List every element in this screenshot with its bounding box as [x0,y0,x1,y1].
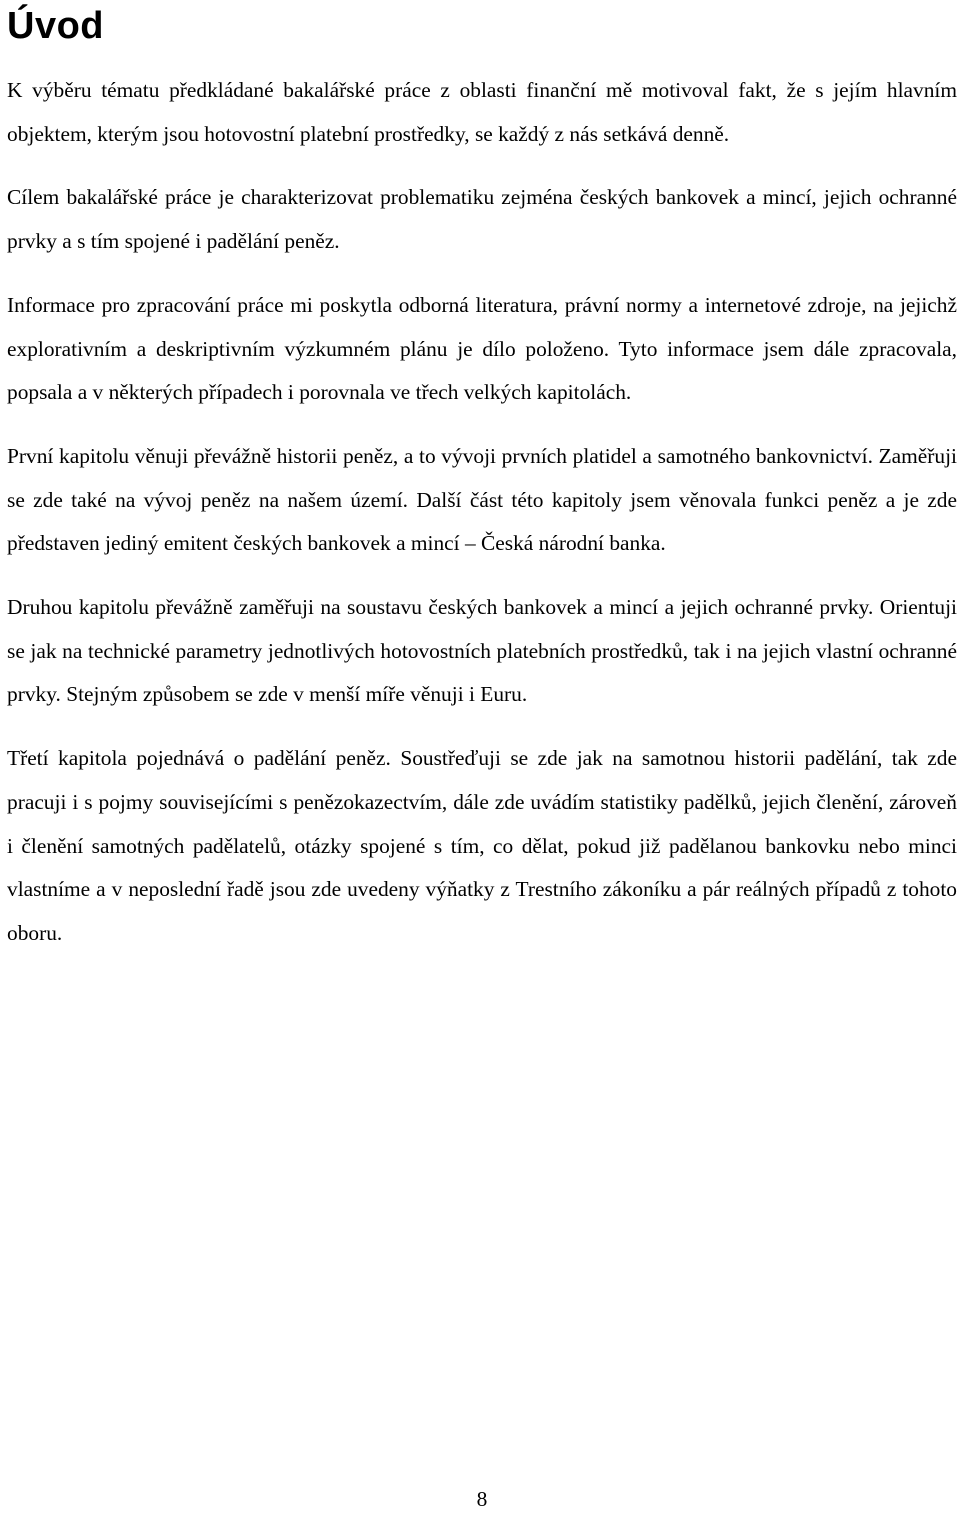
paragraph-chapter-one: První kapitolu věnuji převážně historii peněz, a to vývoji prvních platidel a samotného bankovnictví. Zaměřuji se zde také na vývoj peněz na našem území. Další část této kapitoly jsem věnovala funkci peněz a je zde představen jediný emitent českých bankovek a mincí – Česká národní banka. [7,443,957,556]
document-page [7,0,957,956]
paragraph-goal: Cílem bakalářské práce je charakterizovat problematiku zejména českých bankovek a mincí, jejich ochranné prvky a s tím spojené i padělání peněz. [7,185,957,254]
paragraph-sources: Informace pro zpracování práce mi poskytla odborná literatura, právní normy a internetové zdroje, na jejichž explorativním a deskriptivním výzkumném plánu je dílo položeno. Tyto informace jsem dále zpracovala, popsala a v některých případech i porovnala ve třech velkých kapitolách. [7,292,957,405]
page-title: Úvod [7,5,104,47]
page-number: 8 [476,1487,488,1511]
paragraph-motivation: K výběru tématu předkládané bakalářské práce z oblasti finanční mě motivoval fakt, že s jejím hlavním objektem, kterým jsou hotovostní platební prostředky, se každý z nás setkává denně. [7,78,957,146]
paragraph-chapter-three: Třetí kapitola pojednává o padělání peněz. Soustřeďuji se zde jak na samotnou historii padělání, tak zde pracuji i s pojmy souvisejícími s penězokazectvím, dále zde uvádím statistiky padělků, jejich členění, zároveň i členění samotných padělatelů, otázky spojené s tím, co dělat, pokud již padělanou bankovku nebo minci vlastníme a v neposlední řadě jsou zde uvedeny výňatky z Trestního zákoníku a pár reálných případů z tohoto oboru. [7,746,957,945]
paragraph-chapter-two: Druhou kapitolu převážně zaměřuji na soustavu českých bankovek a mincí a jejich ochranné prvky. Orientuji se jak na technické parametry jednotlivých hotovostních platebních prostředků, tak i na jejich vlastní ochranné prvky. Stejným způsobem se zde v menší míře věnuji i Euru. [7,595,957,707]
